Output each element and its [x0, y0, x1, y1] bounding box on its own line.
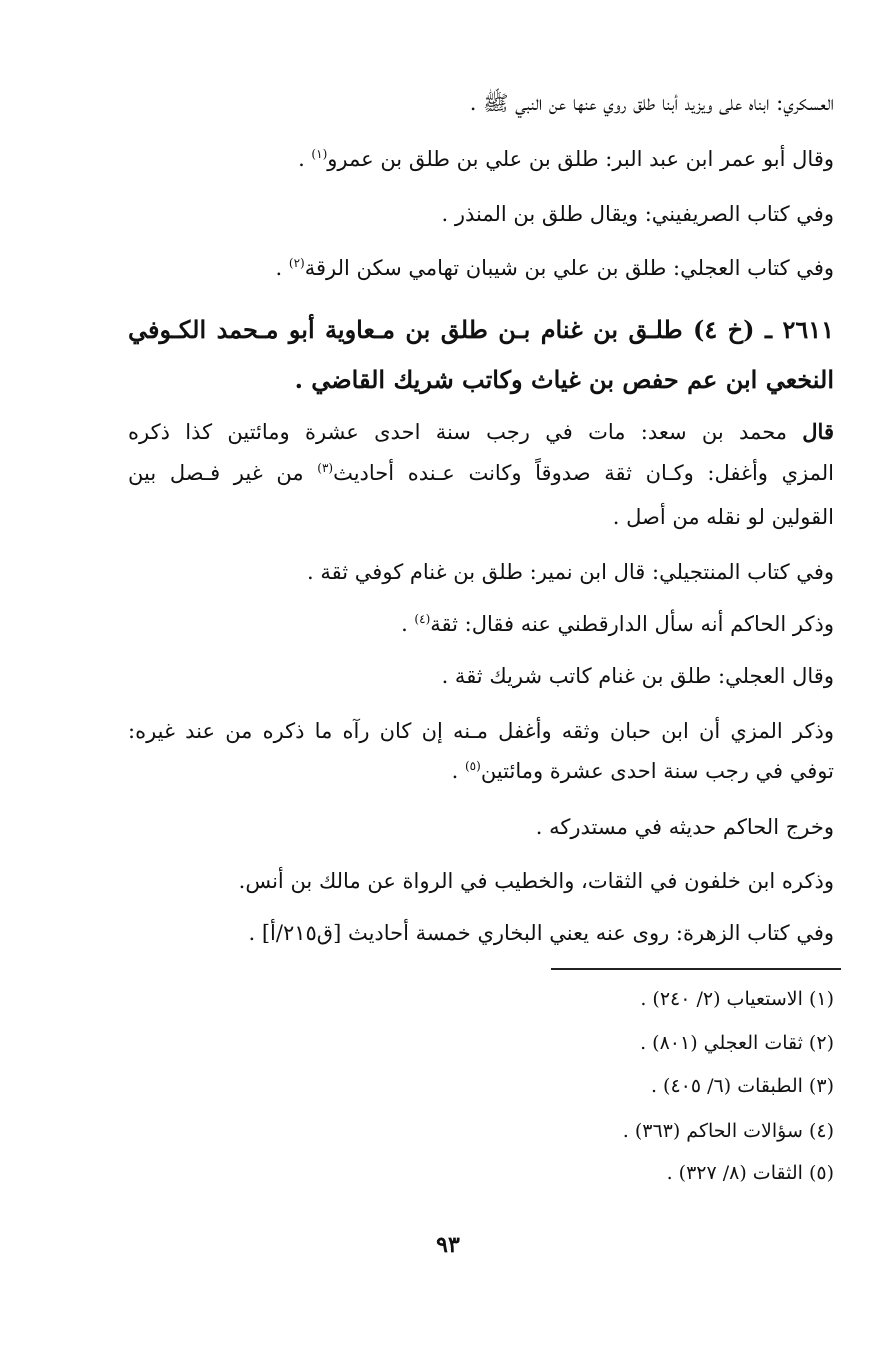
text-line: وفي كتاب الزهرة: روى عنه يعني البخاري خمسة أحاديث [ق٢١٥/أ] . — [248, 921, 834, 945]
line-text: وذكر الحاكم أنه سأل الدارقطني عنه فقال: ثقة — [430, 612, 834, 636]
line-end: من غير فـصل بين — [128, 461, 318, 485]
entry-heading-continued: النخعي ابن عم حفص بن غياث وكاتب شريك القاضي . — [294, 365, 834, 394]
text-line: العسكري: ابناه على ويزيد أبنا طلق روي عنها عن النبي ﷺ . — [469, 91, 834, 115]
line-end: . — [275, 256, 289, 280]
text-line: وذكره ابن خلفون في الثقات، والخطيب في الرواة عن مالك بن أنس. — [238, 869, 834, 893]
line-text: وقال أبو عمر ابن عبد البر: طلق بن علي بن طلق بن عمرو — [327, 147, 834, 171]
footnote-separator — [551, 968, 841, 970]
line-text: المزي وأغفل: وكـان ثقة صدوقاً وكانت عـنده أحاديث — [333, 461, 834, 485]
footnote: (٣) الطبقات (٦/ ٤٠٥) . — [650, 1075, 834, 1097]
paragraph-lead: قال — [802, 419, 834, 444]
paragraph-line: القولين لو نقله من أصل . — [612, 505, 834, 529]
line-text: وفي كتاب العجلي: طلق بن علي بن شيبان تهامي سكن الرقة — [304, 256, 834, 280]
line-text: محمد بن سعد: مات في رجب سنة احدى عشرة ومائتين كذا ذكره — [128, 420, 803, 444]
footnote-marker[interactable]: (٣) — [317, 461, 334, 475]
page-number: ٩٣ — [436, 1232, 460, 1258]
text-line: وفي كتاب الصريفيني: ويقال طلق بن المنذر . — [441, 202, 834, 226]
paragraph-line — [128, 417, 834, 447]
paragraph-line: وذكر المزي أن ابن حبان وثقه وأغفل مـنه إن كان رآه ما ذكره من عند غيره: — [128, 719, 834, 743]
text-line — [128, 253, 834, 283]
footnote: (٥) الثقات (٨/ ٣٢٧) . — [666, 1162, 834, 1184]
footnote-marker[interactable]: (٢) — [288, 256, 305, 270]
line-end: . — [451, 759, 465, 783]
line-text: توفي في رجب سنة احدى عشرة ومائتين — [480, 759, 834, 783]
text-line — [128, 609, 834, 639]
text-line: وخرج الحاكم حديثه في مستدركه . — [535, 815, 834, 839]
entry-heading: ٢٦١١ ـ (خ ٤) طلـق بن غنام بـن طلق بن مـعاوية أبو مـحمد الكـوفي — [128, 315, 834, 344]
paragraph-line — [128, 458, 834, 488]
line-end: . — [298, 147, 312, 171]
footnote-marker[interactable]: (٥) — [464, 759, 481, 773]
footnote: (٢) ثقات العجلي (٨٠١) . — [640, 1032, 834, 1054]
paragraph-line — [128, 756, 834, 786]
footnote: (٤) سؤالات الحاكم (٣٦٣) . — [622, 1120, 834, 1142]
text-line — [128, 144, 834, 174]
footnote-marker[interactable]: (٤) — [414, 612, 431, 626]
text-line: وقال العجلي: طلق بن غنام كاتب شريك ثقة . — [441, 664, 834, 688]
line-end: . — [401, 612, 415, 636]
footnote: (١) الاستعياب (٢/ ٢٤٠) . — [640, 988, 834, 1010]
text-line: وفي كتاب المنتجيلي: قال ابن نمير: طلق بن غنام كوفي ثقة . — [307, 560, 834, 584]
footnote-marker[interactable]: (١) — [311, 147, 328, 161]
